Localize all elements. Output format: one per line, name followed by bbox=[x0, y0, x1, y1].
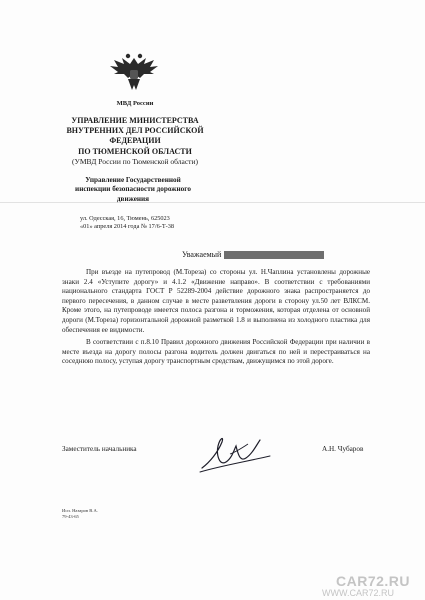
body-paragraph: В соответствии с п.8.10 Правил дорожного движения Российской Федерации при наличии в месте въезда на дорогу полосы разгона водитель должен двигаться по ней и перестраиваться на соседнюю полосу, уступая дорогу транспортным средствам, движущимся по этой дороге. bbox=[62, 338, 370, 366]
date-reference: «01» апреля 2014 года № 17/6-Т-38 bbox=[80, 223, 175, 231]
salutation-text: Уважаемый bbox=[182, 250, 222, 259]
watermark-url: WWW.CAR72.RU bbox=[322, 588, 394, 598]
executor-info bbox=[62, 508, 98, 520]
executor-name: Исп. Назаров В.А. bbox=[62, 508, 98, 513]
handwritten-signature bbox=[196, 432, 276, 476]
signatory-title: Заместитель начальника bbox=[62, 445, 137, 453]
ministry-line: ФЕДЕРАЦИИ bbox=[109, 136, 161, 146]
salutation bbox=[182, 250, 324, 259]
ministry-line: УПРАВЛЕНИЕ МИНИСТЕРСТВА bbox=[71, 116, 199, 125]
department-name bbox=[58, 176, 208, 204]
address-block bbox=[80, 215, 280, 232]
ministry-line: ВНУТРЕННИХ ДЕЛ РОССИЙСКОЙ bbox=[66, 126, 204, 136]
ministry-short-name: (УМВД России по Тюменской области) bbox=[72, 156, 198, 166]
ministry-name bbox=[48, 116, 222, 167]
signatory-name: А.Н. Чубаров bbox=[322, 445, 364, 453]
department-line: движения bbox=[116, 194, 150, 203]
watermark-logo: CAR72.RU bbox=[336, 573, 411, 589]
ministry-abbreviation: МВД России bbox=[116, 100, 154, 107]
department-line: инспекции безопасности дорожного bbox=[75, 185, 191, 194]
redacted-name bbox=[224, 251, 324, 259]
address: ул. Одесская, 16, Тюмень, 625023 bbox=[80, 215, 170, 222]
ministry-line: ПО ТЮМЕНСКОЙ ОБЛАСТИ bbox=[78, 146, 192, 156]
executor-phone: 79-43-65 bbox=[62, 514, 79, 519]
body-paragraph: При въезде на путепровод (М.Тореза) со стороны ул. Н.Чаплина установлены дорожные знаки 2.4 «Уступите дорогу» и 4.1.2 «Движение направо». В соответствии с требованиями национального стандарта ГОСТ Р 52289-2004 действие дорожного знака распространяется до первого пересечения, в данном случае в месте разветвления дороги в сторону ул.50 лет ВЛКСМ. Кроме этого, на путепроводе имеется полоса разгона и торможения, которая отделена от основной дороги (М.Тореза) горизонтальной дорожной разметкой 1.8 и выполнена из холодного пластика для обеспечения ее видимости. bbox=[62, 268, 370, 334]
eagle-emblem-icon bbox=[108, 52, 160, 92]
letter-body bbox=[62, 268, 370, 367]
department-line: Управление Государственной bbox=[85, 176, 181, 184]
